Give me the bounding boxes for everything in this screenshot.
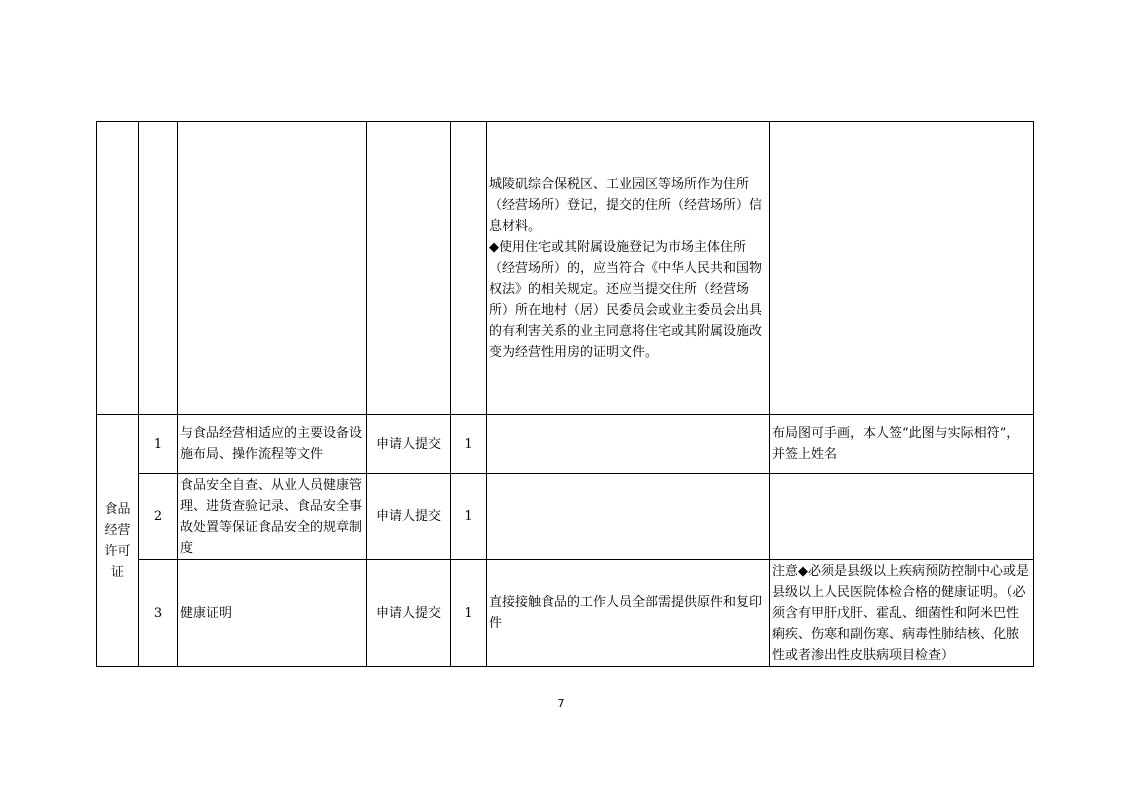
index-cell: 2 <box>139 474 178 560</box>
notes-cell: 城陵矶综合保税区、工业园区等场所作为住所（经营场所）登记，提交的住所（经营场所）信息材料。 ◆使用住宅或其附属设施登记为市场主体住所（经营场所）的，应当符合《中华人民共和国物权法》的相关规定。还应当提交住所（经营场所）所在地村（居）民委员会或业主委员会出具的有利害关系的业主同意将住宅或其附属设施改变为经营性用房的证明文件。 <box>487 122 770 415</box>
index-cell: 1 <box>139 415 178 474</box>
remark-cell <box>770 474 1034 560</box>
source-cell: 申请人提交 <box>367 560 451 667</box>
notes-cell <box>487 415 770 474</box>
material-name-cell <box>178 122 367 415</box>
category-cell <box>97 122 139 415</box>
source-cell: 申请人提交 <box>367 474 451 560</box>
remark-cell: 注意◆必须是县级以上疾病预防控制中心或是县级以上人民医院体检合格的健康证明。（必须含有甲肝戊肝、霍乱、细菌性和阿米巴性痢疾、伤寒和副伤寒、病毒性肺结核、化脓性或者渗出性皮肤病项目检查） <box>770 560 1034 667</box>
count-cell: 1 <box>451 560 487 667</box>
material-name-cell: 食品安全自查、从业人员健康管理、进货查验记录、食品安全事故处置等保证食品安全的规章制度 <box>178 474 367 560</box>
page-number: 7 <box>557 697 565 710</box>
remark-cell: 布局图可手画，本人签“此图与实际相符”，并签上姓名 <box>770 415 1034 474</box>
count-cell <box>451 122 487 415</box>
material-name-cell: 与食品经营相适应的主要设备设施布局、操作流程等文件 <box>178 415 367 474</box>
table-row <box>97 122 1034 415</box>
index-cell <box>139 122 178 415</box>
requirements-table <box>96 121 1034 667</box>
notes-cell <box>487 474 770 560</box>
notes-cell: 直接接触食品的工作人员全部需提供原件和复印件 <box>487 560 770 667</box>
remark-cell <box>770 122 1034 415</box>
source-cell <box>367 122 451 415</box>
table-row <box>97 474 1034 560</box>
index-cell: 3 <box>139 560 178 667</box>
count-cell: 1 <box>451 474 487 560</box>
table-row <box>97 560 1034 667</box>
source-cell: 申请人提交 <box>367 415 451 474</box>
category-cell <box>97 415 139 667</box>
table-row <box>97 415 1034 474</box>
count-cell: 1 <box>451 415 487 474</box>
category-label: 食品经营许可证 <box>104 501 131 580</box>
material-name-cell: 健康证明 <box>178 560 367 667</box>
